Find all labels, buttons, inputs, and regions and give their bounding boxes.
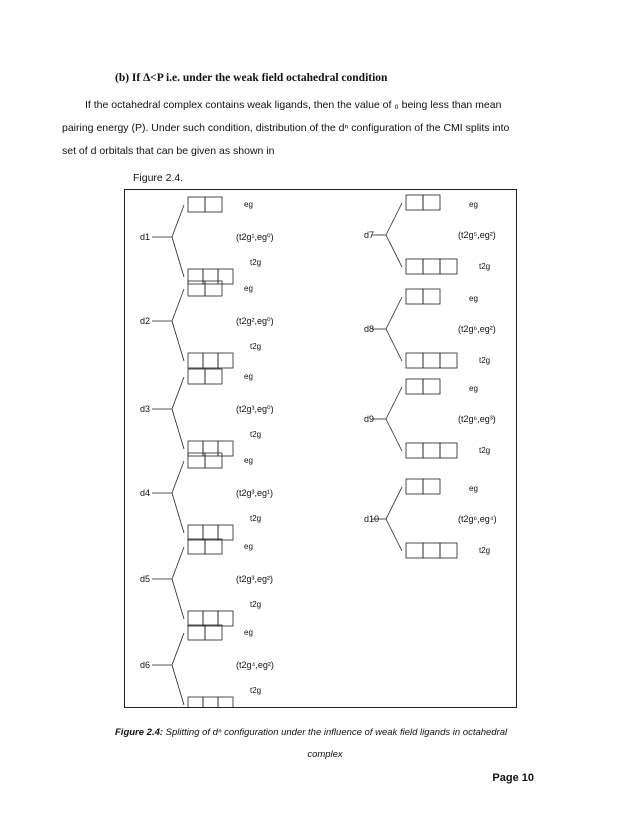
orbital-box: [188, 525, 203, 540]
t2g-label: t2g: [250, 258, 262, 267]
t2g-orbital-boxes: [406, 259, 457, 274]
d-electron-label: d7: [364, 230, 375, 240]
eg-label: eg: [244, 628, 253, 637]
caption-label: Figure 2.4:: [115, 727, 164, 738]
splitting-line: [386, 419, 402, 451]
orbital-box: [218, 353, 233, 368]
splitting-line: [386, 519, 402, 551]
orbital-box: [218, 611, 233, 626]
configuration-label: (t2g²,eg⁰): [236, 316, 274, 326]
orbital-box: [423, 289, 440, 304]
orbital-box: [423, 543, 440, 558]
orbital-box: [440, 543, 457, 558]
paragraph-line-3: set of d orbitals that can be given as shown in: [62, 145, 275, 157]
eg-label: eg: [244, 284, 253, 293]
t2g-orbital-boxes: [188, 697, 233, 708]
orbital-box: [205, 453, 222, 468]
section-heading: (b) If ∆<P i.e. under the weak field octahedral condition: [115, 72, 388, 84]
orbital-box: [440, 353, 457, 368]
t2g-label: t2g: [250, 430, 262, 439]
orbital-box: [188, 369, 205, 384]
eg-orbital-boxes: [188, 539, 222, 554]
splitting-line: [386, 329, 402, 361]
splitting-line: [172, 237, 184, 277]
eg-orbital-boxes: [188, 197, 222, 212]
splitting-line: [172, 289, 184, 321]
orbital-box: [423, 195, 440, 210]
orbital-box: [406, 259, 423, 274]
t2g-orbital-boxes: [406, 353, 457, 368]
orbital-box: [406, 289, 423, 304]
configuration-label: (t2g⁶,eg³): [458, 414, 496, 424]
eg-orbital-boxes: [188, 369, 222, 384]
t2g-label: t2g: [250, 686, 262, 695]
orbital-box: [188, 539, 205, 554]
orbital-box: [406, 443, 423, 458]
orbital-box: [188, 453, 205, 468]
orbital-box: [423, 353, 440, 368]
eg-label: eg: [244, 542, 253, 551]
eg-label: eg: [244, 372, 253, 381]
configuration-label: (t2g⁵,eg²): [458, 230, 496, 240]
orbital-box: [188, 625, 205, 640]
orbital-box: [406, 543, 423, 558]
d-electron-label: d5: [140, 574, 151, 584]
splitting-line: [386, 297, 402, 329]
splitting-line: [172, 205, 184, 237]
t2g-orbital-boxes: [188, 269, 233, 284]
orbital-box: [218, 441, 233, 456]
t2g-label: t2g: [479, 446, 491, 455]
splitting-line: [172, 461, 184, 493]
orbital-box: [406, 379, 423, 394]
orbital-box: [205, 281, 222, 296]
orbital-box: [406, 195, 423, 210]
orbital-box: [423, 479, 440, 494]
d-electron-label: d8: [364, 324, 375, 334]
eg-orbital-boxes: [406, 479, 440, 494]
splitting-line: [172, 547, 184, 579]
configuration-label: (t2g³,eg²): [236, 574, 274, 584]
t2g-label: t2g: [479, 546, 491, 555]
t2g-orbital-boxes: [188, 525, 233, 540]
eg-orbital-boxes: [188, 453, 222, 468]
t2g-label: t2g: [479, 262, 491, 271]
configuration-label: (t2g³,eg⁰): [236, 404, 274, 414]
paragraph-line-1: If the octahedral complex contains weak ligands, then the value of ₀ being less than mean: [85, 99, 502, 111]
d-electron-label: d6: [140, 660, 151, 670]
configuration-label: (t2g⁶,eg⁴): [458, 514, 497, 524]
caption-text: Splitting of dⁿ configuration under the influence of weak field ligands in octahedral: [163, 727, 508, 738]
orbital-box: [188, 269, 203, 284]
eg-label: eg: [244, 200, 253, 209]
d-electron-label: d10: [364, 514, 380, 524]
t2g-orbital-boxes: [188, 611, 233, 626]
configuration-label: (t2g¹,eg⁰): [236, 232, 274, 242]
figure-caption: [115, 722, 535, 766]
t2g-orbital-boxes: [188, 441, 233, 456]
d-electron-label: d3: [140, 404, 151, 414]
configuration-label: (t2g⁴,eg²): [236, 660, 274, 670]
orbital-box: [188, 197, 205, 212]
splitting-line: [172, 665, 184, 705]
eg-label: eg: [469, 200, 478, 209]
d-electron-label: d2: [140, 316, 151, 326]
orbital-box: [188, 611, 203, 626]
orbital-box: [440, 443, 457, 458]
orbital-box: [203, 353, 218, 368]
configuration-label: (t2g⁶,eg²): [458, 324, 496, 334]
orbital-box: [205, 539, 222, 554]
configuration-label: (t2g³,eg¹): [236, 488, 274, 498]
orbital-box: [188, 281, 205, 296]
orbital-box: [188, 353, 203, 368]
splitting-line: [172, 409, 184, 449]
t2g-label: t2g: [479, 356, 491, 365]
d-electron-label: d4: [140, 488, 151, 498]
splitting-line: [172, 579, 184, 619]
t2g-label: t2g: [250, 514, 262, 523]
eg-label: eg: [244, 456, 253, 465]
page-number: Page 10: [492, 772, 534, 784]
splitting-line: [386, 203, 402, 235]
eg-label: eg: [469, 384, 478, 393]
d-electron-label: d1: [140, 232, 151, 242]
splitting-line: [386, 235, 402, 267]
eg-orbital-boxes: [406, 195, 440, 210]
orbital-box: [203, 697, 218, 708]
orbital-box: [423, 259, 440, 274]
eg-label: eg: [469, 294, 478, 303]
orbital-box: [203, 611, 218, 626]
t2g-orbital-boxes: [188, 353, 233, 368]
orbital-box: [406, 353, 423, 368]
d-electron-label: d9: [364, 414, 375, 424]
orbital-box: [188, 441, 203, 456]
t2g-label: t2g: [250, 600, 262, 609]
orbital-box: [188, 697, 203, 708]
splitting-line: [386, 387, 402, 419]
orbital-box: [218, 697, 233, 708]
orbital-box: [406, 479, 423, 494]
splitting-line: [172, 633, 184, 665]
t2g-orbital-boxes: [406, 543, 457, 558]
splitting-line: [172, 321, 184, 361]
splitting-line: [172, 377, 184, 409]
caption-text-2: complex: [307, 749, 343, 760]
orbital-box: [218, 525, 233, 540]
figure-reference: Figure 2.4.: [133, 172, 184, 184]
eg-orbital-boxes: [188, 625, 222, 640]
t2g-orbital-boxes: [406, 443, 457, 458]
body-paragraph: [62, 94, 542, 163]
t2g-label: t2g: [250, 342, 262, 351]
splitting-diagram: [124, 189, 517, 708]
orbital-box: [203, 525, 218, 540]
orbital-box: [205, 369, 222, 384]
orbital-box: [423, 379, 440, 394]
eg-orbital-boxes: [406, 379, 440, 394]
orbital-box: [423, 443, 440, 458]
eg-orbital-boxes: [188, 281, 222, 296]
splitting-line: [172, 493, 184, 533]
eg-orbital-boxes: [406, 289, 440, 304]
orbital-box: [205, 197, 222, 212]
eg-label: eg: [469, 484, 478, 493]
orbital-box: [440, 259, 457, 274]
splitting-line: [386, 487, 402, 519]
orbital-box: [205, 625, 222, 640]
paragraph-line-2: pairing energy (P). Under such condition, distribution of the dⁿ configuration of the CMI splits into: [62, 122, 510, 134]
orbital-box: [218, 269, 233, 284]
